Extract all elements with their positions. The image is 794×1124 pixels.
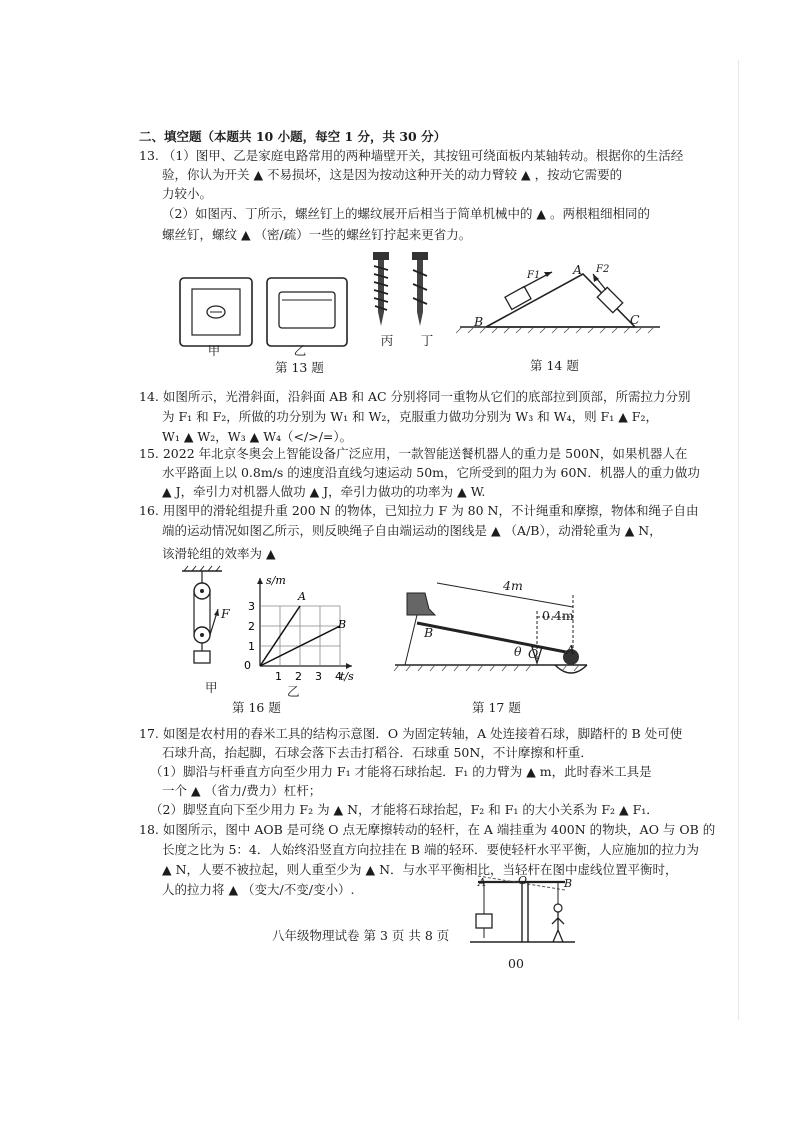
fig13-caption: 第 13 题 xyxy=(275,360,324,375)
foot-boot-icon xyxy=(407,593,435,615)
fig17-label-04m: 0.4m xyxy=(542,608,574,623)
fig18-label-a: A xyxy=(478,876,486,889)
q17-line-1: 17. 如图是农村用的舂米工具的结构示意图．O 为固定转轴，A 处连接着石球，脚踏杆的 B 处可使 xyxy=(139,726,683,741)
chart-ytick-0: 0 xyxy=(244,659,251,672)
block-on-ab xyxy=(505,287,531,310)
fig14-caption: 第 14 题 xyxy=(530,358,579,373)
q15-line-2: 水平路面上以 0.8m/s 的速度沿直线匀速运动 50m，它所受到的阻力为 60N．机器人的重力做功 xyxy=(162,465,700,480)
fig16-label-f: F xyxy=(221,606,230,621)
chart-ytick-1: 1 xyxy=(248,640,255,653)
screw-ding-icon xyxy=(412,252,428,326)
switch-yi-button xyxy=(279,292,335,328)
section-title: 二、填空题（本题共 10 小题，每空 1 分，共 30 分） xyxy=(139,129,447,144)
q16-line-1: 16. 用图甲的滑轮组提升重 200 N 的物体，已知拉力 F 为 80 N，不计绳重和摩擦，物体和绳子自由 xyxy=(139,503,699,518)
fig14-label-c: C xyxy=(630,312,640,327)
q13-line-1: 13. （1）图甲、乙是家庭电路常用的两种墙壁开关，其按钮可绕面板内某轴转动。根据你的生活经 xyxy=(139,148,684,163)
q16-line-3: 该滑轮组的效率为 ▲ xyxy=(162,546,276,561)
chart-xtick-2: 2 xyxy=(295,670,302,683)
chart-x-label: t/s xyxy=(340,670,354,683)
fig16-label-jia: 甲 xyxy=(205,680,218,695)
fig16-label-yi: 乙 xyxy=(287,684,300,699)
q14-line-3: W₁ ▲ W₂，W₃ ▲ W₄（</>/=）。 xyxy=(162,429,353,444)
q18-line-4: 人的拉力将 ▲ （变大/不变/变小）. xyxy=(162,882,355,897)
chart-xtick-3: 3 xyxy=(315,670,322,683)
fig16-caption: 第 16 题 xyxy=(232,700,281,715)
lever-bar xyxy=(417,623,571,653)
fig17-caption: 第 17 题 xyxy=(472,700,521,715)
fig17-label-a: A xyxy=(566,642,576,657)
q13-line-4: （2）如图丙、丁所示，螺丝钉上的螺纹展开后相当于简单机械中的 ▲ 。两根粗细相同的 xyxy=(162,206,651,221)
q15-line-3: ▲ J，牵引力对机器人做功 ▲ J，牵引力做功的功率为 ▲ W. xyxy=(162,484,486,499)
fig14-label-f2: F2 xyxy=(596,264,610,275)
q13-line-5: 螺丝钉，螺纹 ▲ （密/疏）一些的螺丝钉拧起来更省力。 xyxy=(162,227,472,242)
fig13-label-yi: 乙 xyxy=(293,343,307,358)
q17-line-4: 一个 ▲ （省力/费力）杠杆； xyxy=(162,783,322,798)
chart-line-b-label: B xyxy=(338,618,347,631)
chart-xtick-4: 4 xyxy=(335,670,342,683)
screw-bing-icon xyxy=(373,252,389,326)
fig13-label-jia: 甲 xyxy=(207,343,221,358)
q18-line-1: 18. 如图所示，图中 AOB 是可绕 O 点无摩擦转动的轻杆，在 A 端挂重为 400N 的物块，AO 与 OB 的 xyxy=(139,822,716,837)
fig14-label-f1: F1 xyxy=(527,270,541,281)
page-footer: 八年级物理试卷 第 3 页 共 8 页 xyxy=(272,928,450,943)
chart-xtick-1: 1 xyxy=(275,670,282,683)
person-head-icon xyxy=(554,904,562,912)
fig13-label-ding: 丁 xyxy=(420,333,434,348)
figure-16-pulley xyxy=(180,565,240,675)
q17-line-5: （2）脚竖直向下至少用力 F₂ 为 ▲ N，才能将石球抬起，F₂ 和 F₁ 的大小关系为 F₂ ▲ F₁． xyxy=(150,802,659,817)
figure-16-chart xyxy=(240,570,360,682)
page-mark: 00 xyxy=(508,956,524,971)
hanging-block xyxy=(476,914,492,928)
chart-ytick-3: 3 xyxy=(248,600,255,613)
page-edge-shadow xyxy=(738,60,739,1020)
load-block xyxy=(194,651,210,663)
q18-line-2: 长度之比为 5：4．人始终沿竖直方向拉挂在 B 端的轻环．要使轻杆水平平衡，人应施加的拉力为 xyxy=(162,842,700,857)
ground-hatch xyxy=(456,327,654,333)
fig14-label-b: B xyxy=(474,314,484,329)
fig17-label-4m: 4m xyxy=(503,578,523,593)
mortar-pit xyxy=(555,665,587,673)
support-leg xyxy=(405,615,417,665)
chart-line-a-label: A xyxy=(298,590,306,603)
q17-line-3: （1）脚沿与杆垂直方向至少用力 F₁ 才能将石球抬起．F₁ 的力臂为 ▲ m，此时舂米工具是 xyxy=(150,764,652,779)
fig18-label-b: B xyxy=(564,877,573,890)
fig17-label-theta: θ xyxy=(514,644,522,659)
chart-ytick-2: 2 xyxy=(248,620,255,633)
fig14-label-a: A xyxy=(573,262,583,277)
fig18-label-o: O xyxy=(518,874,528,887)
q16-line-2: 端的运动情况如图乙所示，则反映绳子自由端运动的图线是 ▲ （A/B），动滑轮重为 ▲ N， xyxy=(162,523,662,538)
person-icon xyxy=(552,912,564,942)
q14-line-2: 为 F₁ 和 F₂，所做的功分别为 W₁ 和 W₂，克服重力做功分别为 W₃ 和 W₄，则 F₁ ▲ F₂， xyxy=(162,409,658,424)
fig17-label-b: B xyxy=(424,625,434,640)
q17-line-2: 石球升高，抬起脚，石球会落下去击打稻谷．石球重 50N，不计摩擦和杆重． xyxy=(162,745,593,760)
q13-line-2: 验，你认为开关 ▲ 不易损坏，这是因为按动这种开关的动力臂较 ▲ ，按动它需要的 xyxy=(162,167,623,182)
fig13-label-bing: 丙 xyxy=(380,333,394,348)
q18-line-3: ▲ N，人要不被拉起，则人重至少为 ▲ N．与水平平衡相比，当轻杆在图中虚线位置平衡时， xyxy=(162,862,678,877)
fig17-label-o: O xyxy=(528,646,539,661)
q13-line-3: 力较小。 xyxy=(162,186,213,201)
chart-y-label: s/m xyxy=(266,574,286,587)
q15-line-1: 15. 2022 年北京冬奥会上智能设备广泛应用，一款智能送餐机器人的重力是 500N，如果机器人在 xyxy=(139,446,688,461)
q14-line-1: 14. 如图所示，光滑斜面，沿斜面 AB 和 AC 分别将同一重物从它们的底部拉到顶部，所需拉力分别 xyxy=(139,389,691,404)
block-on-ac xyxy=(597,287,622,312)
chart-grid xyxy=(260,606,340,666)
